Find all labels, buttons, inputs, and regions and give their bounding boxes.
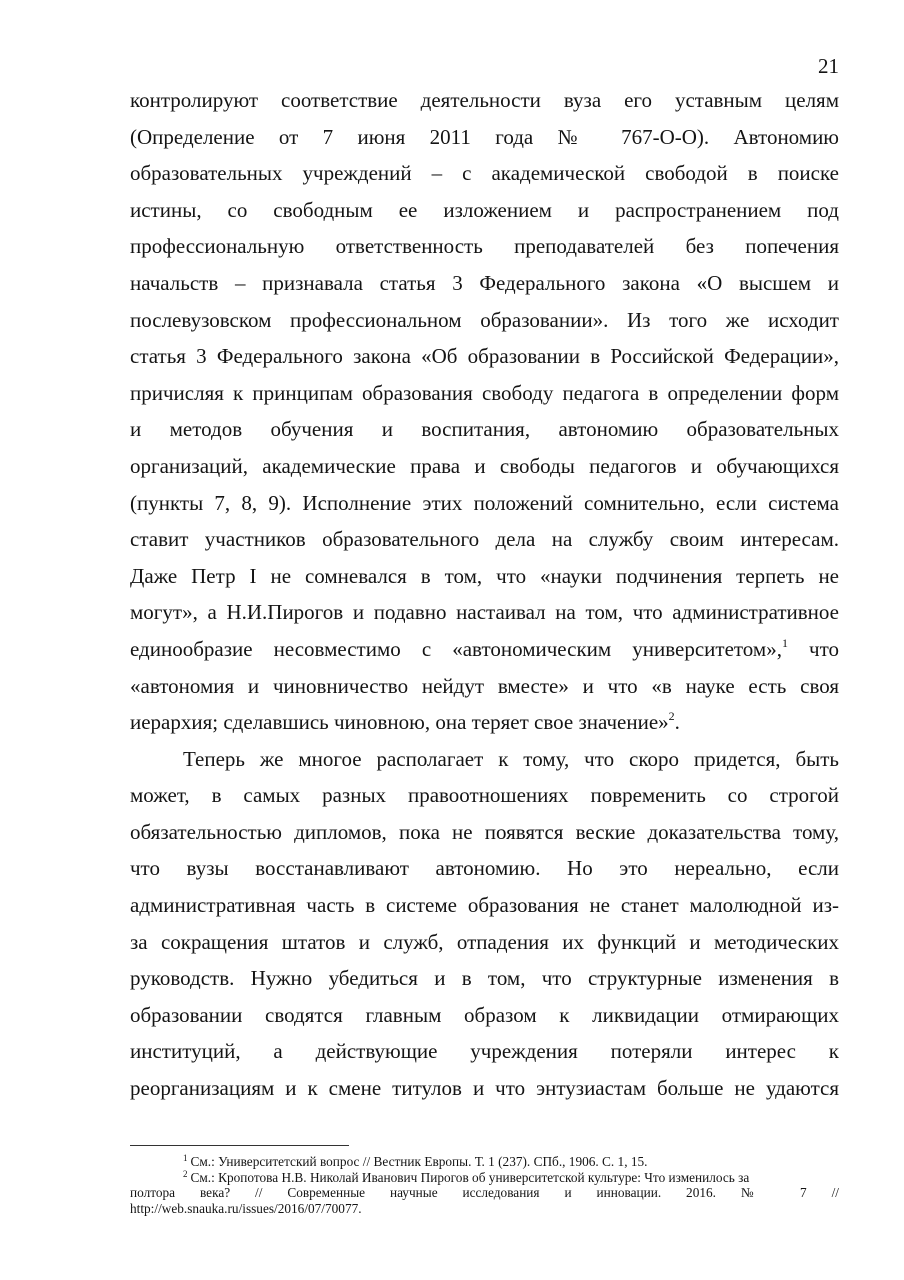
text-line: за сокращения штатов и служб, отпадения их функций и методических	[130, 929, 839, 954]
footnote-reference[interactable]: 1	[781, 635, 788, 650]
text-line: образовательных учреждений – с академической свободой в поиске	[130, 161, 839, 186]
text-segment: единообразие несовместимо с «автономическим университетом»,	[130, 636, 782, 661]
page-number: 21	[818, 54, 839, 78]
text-line: истины, со свободным ее изложением и распространением под	[130, 197, 839, 222]
text-line: профессиональную ответственность преподавателей без попечения	[130, 234, 839, 259]
text-line: Даже Петр I не сомневался в том, что «науки подчинения терпеть не	[130, 563, 839, 588]
text-line: и методов обучения и воспитания, автономию образовательных	[130, 417, 839, 442]
footnotes	[130, 1154, 839, 1216]
text-line: (пункты 7, 8, 9). Исполнение этих положений сомнительно, если система	[130, 490, 839, 515]
text-line: послевузовском профессиональном образовании». Из того же исходит	[130, 307, 839, 332]
text-line: образовании сводятся главным образом к ликвидации отмирающих	[130, 1002, 839, 1027]
text-line	[130, 704, 839, 741]
footnote-reference[interactable]: 2	[668, 709, 675, 724]
footnote-mark: 1	[183, 1153, 188, 1163]
text-line: статья 3 Федерального закона «Об образовании в Российской Федерации»,	[130, 344, 839, 369]
text-line: могут», а Н.И.Пирогов и подавно настаивал на том, что административное	[130, 600, 839, 625]
text-line: начальств – признавала статья 3 Федерального закона «О высшем и	[130, 270, 839, 295]
footnote-mark: 2	[183, 1168, 188, 1179]
text-line: что вузы восстанавливают автономию. Но это нереально, если	[130, 856, 839, 881]
text-line: (Определение от 7 июня 2011 года № 767-О-О). Автономию	[130, 124, 839, 149]
text-line: руководств. Нужно убедиться и в том, что структурные изменения в	[130, 966, 839, 991]
footnote-separator	[130, 1145, 349, 1146]
text-line: ставит участников образовательного дела на службу своим интересам.	[130, 527, 839, 552]
text-line: может, в самых разных правоотношениях повременить со строгой	[130, 783, 839, 808]
text-line: Теперь же многое располагает к тому, что скоро придется, быть	[183, 746, 839, 771]
footnote-text: См.: Университетский вопрос // Вестник Европы. Т. 1 (237). СПб., 1906. С. 1, 15.	[190, 1154, 648, 1169]
text-line: административная часть в системе образования не станет малолюдной из-	[130, 893, 839, 918]
text-segment: иерархия; сделавшись чиновною, она теряет свое значение»	[130, 710, 669, 735]
text-line: «автономия и чиновничество нейдут вместе» и что «в науке есть своя	[130, 673, 839, 698]
text-line: причисляя к принципам образования свободу педагога в определении форм	[130, 380, 839, 405]
text-line: институций, а действующие учреждения потеряли интерес к	[130, 1039, 839, 1064]
footnote-url[interactable]: http://web.snauka.ru/issues/2016/07/70077.	[130, 1200, 362, 1216]
footnote-2	[130, 1170, 839, 1186]
text-line: организаций, академические права и свободы педагогов и обучающихся	[130, 453, 839, 478]
text-line: контролируют соответствие деятельности вуза его уставным целям	[130, 88, 839, 112]
text-line: реорганизациям и к смене титулов и что энтузиастам больше не удаются	[130, 1076, 839, 1101]
footnote-1	[130, 1154, 839, 1170]
text-segment: .	[674, 710, 680, 735]
text-line: обязательностью дипломов, пока не появятся веские доказательства тому,	[130, 819, 839, 844]
text-line	[130, 631, 839, 668]
footnote-text-line: полтора века? // Современные научные исследования и инновации. 2016. № 7 //	[130, 1185, 839, 1201]
text-segment: что	[809, 636, 839, 661]
footnote-text: См.: Кропотова Н.В. Николай Иванович Пирогов об университетской культуре: Что изменилось за	[190, 1169, 750, 1185]
body-text	[130, 82, 839, 1107]
